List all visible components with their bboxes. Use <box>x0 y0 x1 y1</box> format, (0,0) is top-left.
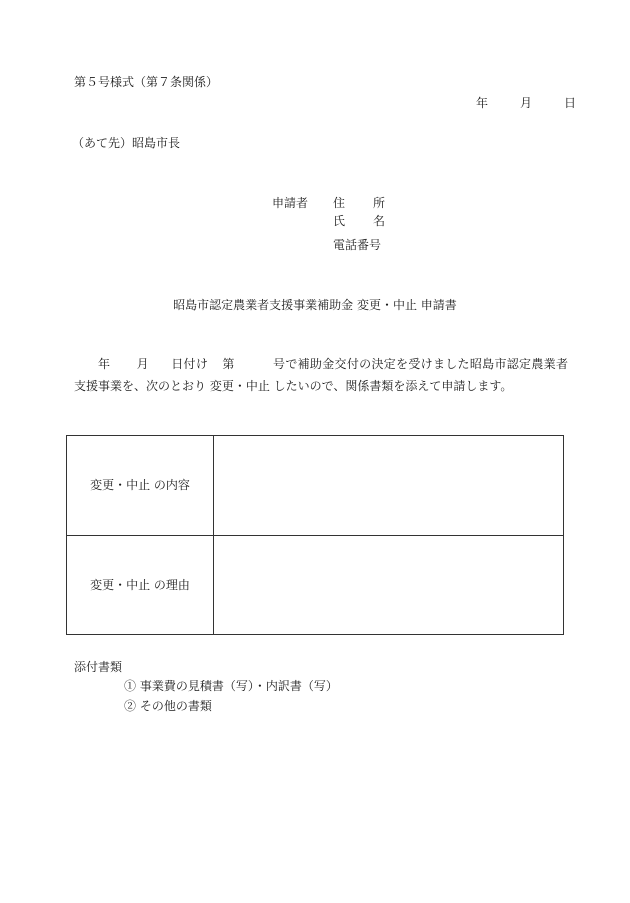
detail-table <box>66 435 564 635</box>
name-char-1: 氏 <box>333 214 346 228</box>
address-char-1: 住 <box>333 196 346 210</box>
address-label <box>333 195 385 212</box>
date-day-label: 日 <box>563 96 576 110</box>
phone-label: 電話番号 <box>333 238 382 252</box>
body-dai: 第 <box>222 357 235 371</box>
applicant-label: 申請者 <box>272 196 309 210</box>
document-title: 昭島市認定農業者支援事業補助金 変更・中止 申請書 <box>173 298 457 312</box>
body-day-label: 日付け <box>170 357 209 371</box>
attachment-item-other: ② その他の書類 <box>124 699 212 713</box>
reason-value-cell[interactable] <box>213 536 563 635</box>
content-value-cell[interactable] <box>213 436 563 535</box>
reason-label: 変更・中止 の理由 <box>67 536 214 635</box>
table-row-content <box>67 436 563 536</box>
date-line <box>476 95 576 112</box>
body-year: 年 <box>98 357 111 371</box>
name-label <box>333 213 385 230</box>
name-char-2: 名 <box>372 214 385 228</box>
body-text-main: 号で補助金交付の決定を受けました昭島市認定農業者支援事業を、次のとおり 変更・中止 したいので、関係書類を添えて申請します。 <box>74 357 568 393</box>
address-char-2: 所 <box>372 196 385 210</box>
content-label: 変更・中止 の内容 <box>67 436 214 535</box>
date-month-label: 月 <box>519 96 532 110</box>
body-month: 月 <box>136 357 149 371</box>
table-row-reason <box>67 536 563 635</box>
attachment-item-estimate: ① 事業費の見積書（写）・内訳書（写） <box>124 679 338 693</box>
body-paragraph <box>74 353 568 397</box>
date-year-label: 年 <box>476 96 489 110</box>
addressee: （あて先）昭島市長 <box>72 136 181 150</box>
form-number: 第５号様式（第７条関係） <box>74 75 219 89</box>
attachments-heading: 添付書類 <box>74 660 123 674</box>
